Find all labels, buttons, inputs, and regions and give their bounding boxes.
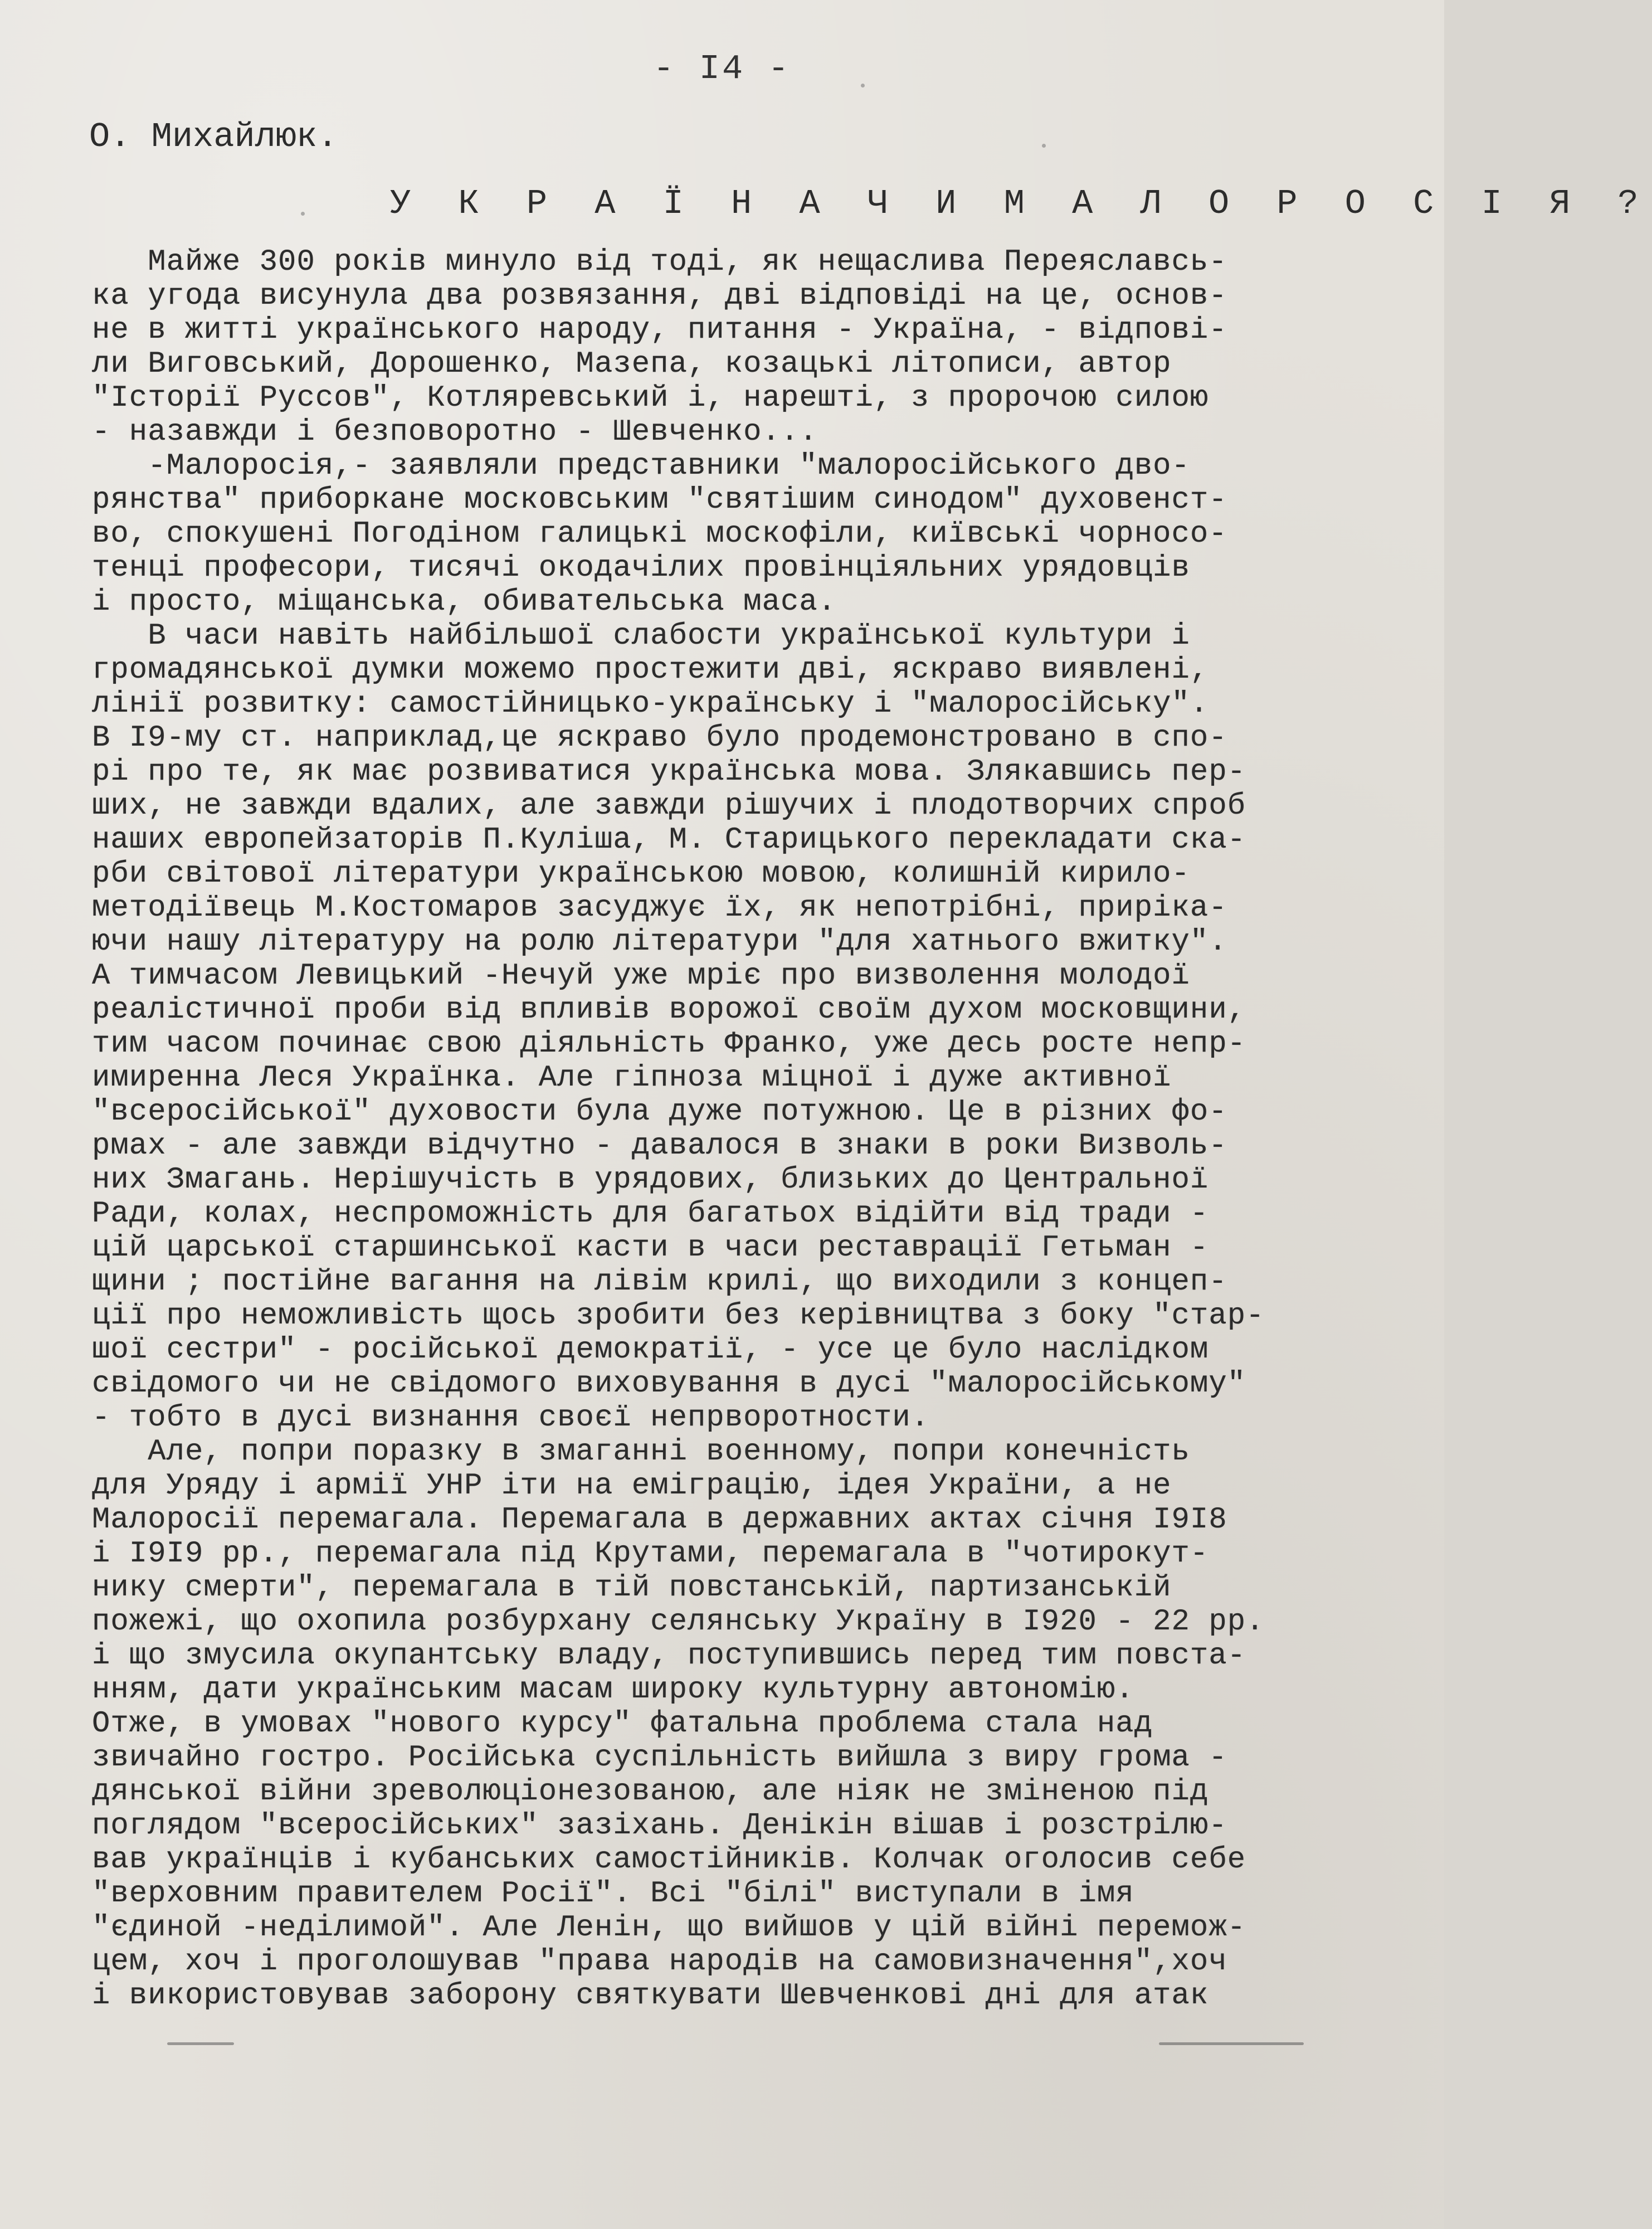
text-line: нням, дати українським масам широку культурну автономію. <box>92 1673 1134 1707</box>
text-line: поглядом "всеросійських" зазіхань. Денікін вішав і розстрілю- <box>92 1809 1227 1843</box>
text-line: нику смерти", перемагала в тій повстанській, партизанській <box>92 1571 1172 1605</box>
text-line: -Малоросія,- заявляли представники "малоросійського дво- <box>92 449 1190 483</box>
text-line: Але, попри поразку в змаганні военному, попри конечність <box>92 1435 1190 1469</box>
text-line: В часи навіть найбільшої слабости української культури і <box>92 619 1190 653</box>
text-line: для Уряду і армії УНР іти на еміграцію, ідея України, а не <box>92 1469 1172 1503</box>
text-line: "єдиной -неділимой". Але Ленін, що вийшов у цій війні перемож- <box>92 1911 1246 1945</box>
text-line: рби світової літератури українською мовою, колишній кирило- <box>92 857 1190 891</box>
text-line: громадянської думки можемо простежити дві, яскраво виявлені, <box>92 653 1209 687</box>
text-line: А тимчасом Левицький -Нечуй уже мріє про визволення молодої <box>92 959 1190 993</box>
text-line: дянської війни зреволюціонезованою, але ніяк не зміненою під <box>92 1775 1209 1809</box>
text-line: свідомого чи не свідомого виховування в дусі "малоросійському" <box>92 1367 1246 1401</box>
text-line: В I9-му ст. наприклад,це яскраво було продемонстровано в спо- <box>92 721 1227 755</box>
text-line: - тобто в дусі визнання своєї непрворотности. <box>92 1401 930 1435</box>
text-line: ка угода висунула два розвязання, дві відповіді на це, основ- <box>92 279 1227 313</box>
article-title: У К Р А Ї Н А Ч И М А Л О Р О С І Я ? <box>390 184 1652 223</box>
text-line: наших европейзаторів П.Куліша, М. Старицького перекладати ска- <box>92 823 1246 857</box>
page-number: - I4 - <box>653 49 791 89</box>
text-line: Майже 300 років минуло від тоді, як нещаслива Переяславсь- <box>92 245 1227 279</box>
text-line: пожежі, що охопила розбурхану селянську Україну в I920 - 22 рр. <box>92 1605 1265 1639</box>
text-line: "Історії Руссов", Котляревський і, нарешті, з пророчою силою <box>92 381 1209 415</box>
text-line: Отже, в умовах "нового курсу" фатальна проблема стала над <box>92 1707 1153 1741</box>
text-line: имиренна Леся Українка. Але гіпноза міцної і дуже активної <box>92 1061 1172 1095</box>
text-line: рі про те, як має розвиватися українська мова. Злякавшись пер- <box>92 755 1246 789</box>
text-line: рянства" приборкане московським "святішим синодом" духовенст- <box>92 483 1227 517</box>
text-line: Ради, колах, неспроможність для багатьох відійти від тради - <box>92 1197 1209 1231</box>
text-line: тим часом починає свою діяльність Франко, уже десь росте непр- <box>92 1027 1246 1061</box>
bleed-through-mark <box>167 2042 234 2045</box>
text-line: лінії розвитку: самостійницько-українську і "малоросійську". <box>92 687 1209 721</box>
text-line: ли Виговський, Дорошенко, Мазепа, козацькі літописи, автор <box>92 347 1172 381</box>
text-line: і що змусила окупантську владу, поступившись перед тим повста- <box>92 1639 1246 1673</box>
text-line: - назавжди і безповоротно - Шевченко... <box>92 415 818 449</box>
paper-speck <box>1042 144 1046 148</box>
text-line: ючи нашу літературу на ролю літератури "для хатнього вжитку". <box>92 925 1227 959</box>
text-line: і I9I9 рр., перемагала під Крутами, перемагала в "чотирокут- <box>92 1537 1209 1571</box>
text-line: шої сестри" - російської демократії, - усе це було наслідком <box>92 1333 1209 1367</box>
bleed-through-marks <box>167 2042 1337 2053</box>
text-line: ших, не завжди вдалих, але завжди рішучих і плодотворчих спроб <box>92 789 1246 823</box>
text-line: не в житті українського народу, питання - Україна, - відпові- <box>92 313 1227 347</box>
bleed-through-mark <box>1159 2042 1304 2045</box>
text-line: "всеросійської" духовости була дуже потужною. Це в різних фо- <box>92 1095 1227 1129</box>
text-line: во, спокушені Погодіном галицькі москофіли, київські чорносо- <box>92 517 1227 551</box>
text-line: реалістичної проби від впливів ворожої своїм духом московщини, <box>92 993 1246 1027</box>
text-line: ції про неможливість щось зробити без керівництва з боку "стар- <box>92 1299 1265 1333</box>
text-line: них Змагань. Нерішучість в урядових, близьких до Центральної <box>92 1163 1209 1197</box>
text-line: звичайно гостро. Російська суспільність вийшла з виру грома - <box>92 1741 1227 1775</box>
text-line: методіївець М.Костомаров засуджує їх, як непотрібні, прирікa- <box>92 891 1227 925</box>
text-line: тенці професори, тисячі окодачілих провінціяльних урядовців <box>92 551 1190 585</box>
text-line: вав українців і кубанських самостійників. Колчак оголосив себе <box>92 1843 1246 1877</box>
text-line: "верховним правителем Росії". Всі "білі" виступали в імя <box>92 1877 1134 1911</box>
text-line: щини ; постійне вагання на лівім крилі, що виходили з концеп- <box>92 1265 1227 1299</box>
text-line: рмах - але завжди відчутно - давалося в знаки в роки Визволь- <box>92 1129 1227 1163</box>
author-name: О. Михайлюк. <box>89 117 338 157</box>
text-line: цем, хоч і проголошував "права народів на самовизначення",хоч <box>92 1945 1227 1979</box>
body-text <box>92 245 1373 2013</box>
text-line: і просто, міщанська, обивательська маса. <box>92 585 837 619</box>
text-line: і використовував заборону святкувати Шевченкові дні для атак <box>92 1979 1209 2013</box>
paper-speck <box>301 212 305 216</box>
text-line: Малоросії перемагала. Перемагала в державних актах січня I9I8 <box>92 1503 1227 1537</box>
text-line: цій царської старшинської касти в часи реставрації Гетьман - <box>92 1231 1209 1265</box>
paper-speck <box>861 84 865 87</box>
